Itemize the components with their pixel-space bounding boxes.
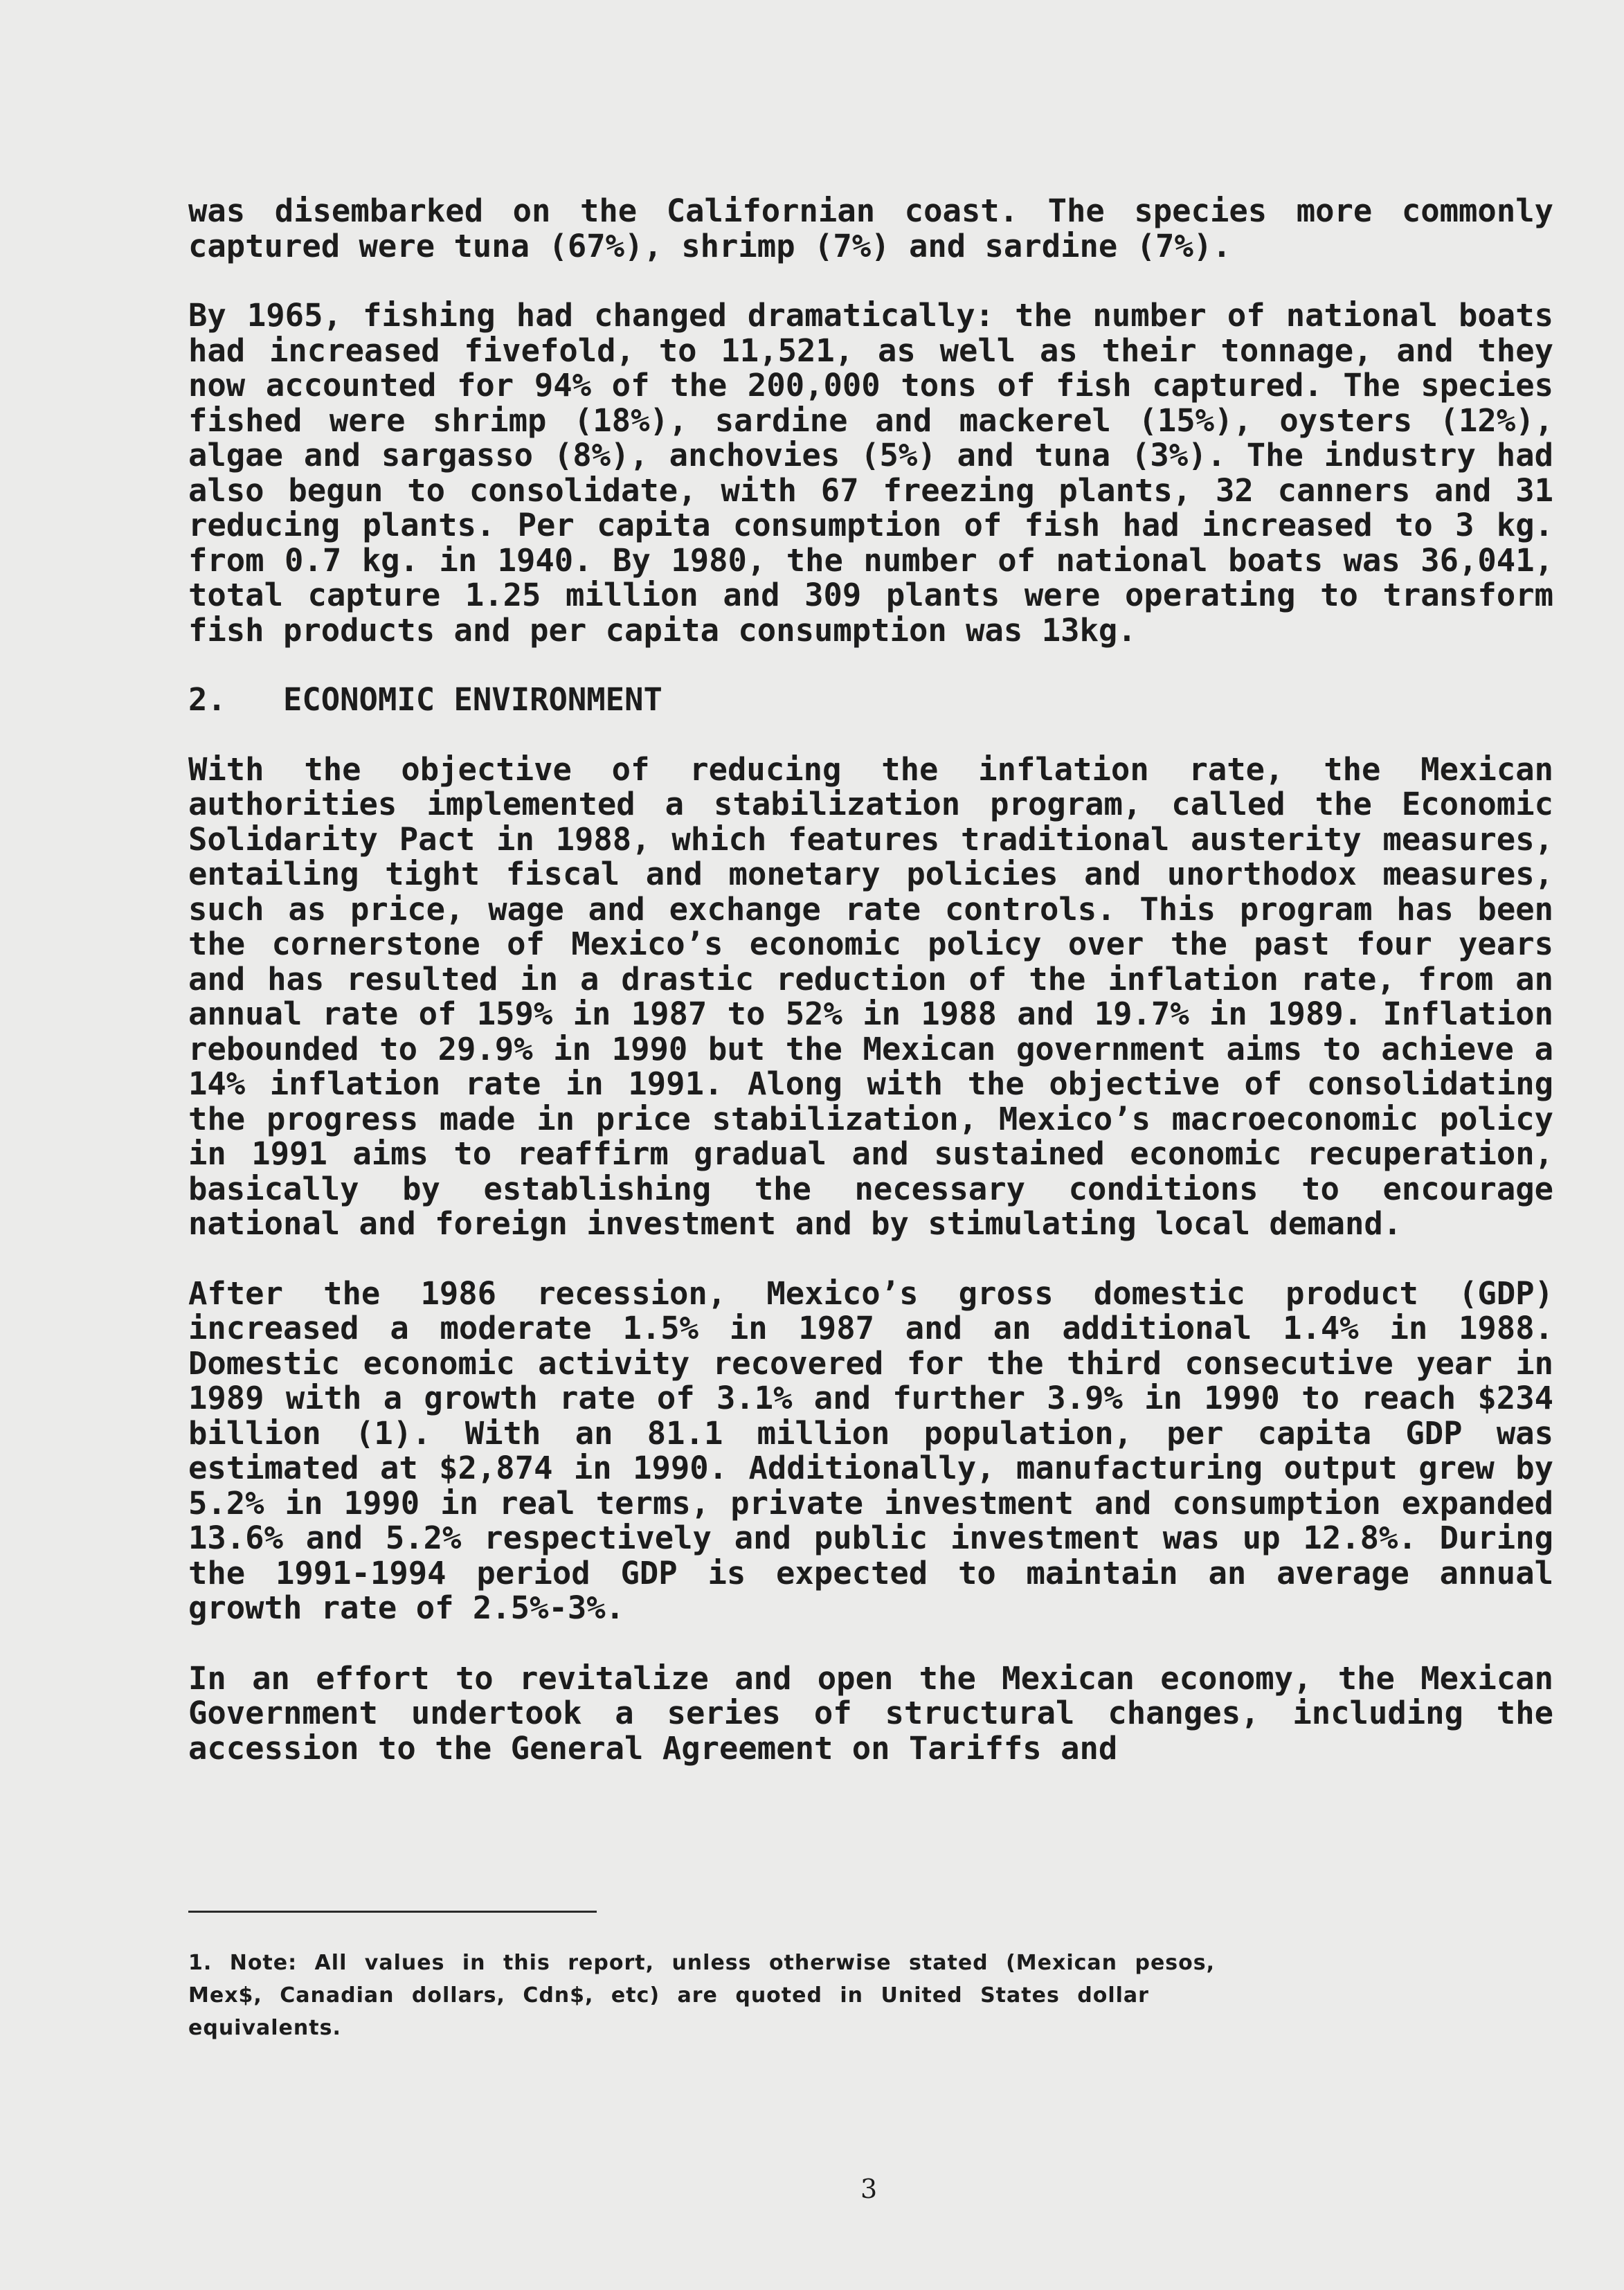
section-title: ECONOMIC ENVIRONMENT	[282, 681, 662, 718]
footnote-line-2: Mex$, Canadian dollars, Cdn$, etc) are quoted in United States dollar	[188, 1983, 1149, 2008]
footnote-divider	[188, 1911, 597, 1913]
footnote	[188, 1947, 1434, 2044]
paragraph-inflation: With the objective of reducing the inflation rate, the Mexican authorities implemented a stabilization program, called the Economic Solidarity Pact in 1988, which features traditional austerity measures, entailing tight fiscal and monetary policies and unorthodox measures, such as price, wage and exchange rate controls. This program has been the cornerstone of Mexico’s economic policy over the past four years and has resulted in a drastic reduction of the inflation rate, from an annual rate of 159% in 1987 to 52% in 1988 and 19.7% in 1989. Inflation rebounded to 29.9% in 1990 but the Mexican government aims to achieve a 14% inflation rate in 1991. Along with the objective of consolidating the progress made in price stabilization, Mexico’s macroeconomic policy in 1991 aims to reaffirm gradual and sustained economic recuperation, basically by establishing the necessary conditions to encourage national and foreign investment and by stimulating local demand.	[188, 750, 1553, 1242]
paragraph-californian-coast: was disembarked on the Californian coast. The species more commonly captured were tuna (67%), shrimp (7%) and sardine (7%).	[188, 192, 1553, 264]
paragraph-fishing-1965: By 1965, fishing had changed dramatically: the number of national boats had increased fivefold, to 11,521, as well as their tonnage, and they now accounted for 94% of the 200,000 tons of fish captured. The species fished were shrimp (18%), sardine and mackerel (15%), oysters (12%), algae and sargasso (8%), anchovies (5%) and tuna (3%). The industry had also begun to consolidate, with 67 freezing plants, 32 canners and 31 reducing plants. Per capita consumption of fish had increased to 3 kg. from 0.7 kg. in 1940. By 1980, the number of national boats was 36,041, total capture 1.25 million and 309 plants were operating to transform fish products and per capita consumption was 13kg.	[188, 297, 1553, 649]
page-number: 3	[860, 2174, 878, 2204]
footnote-line-1: 1. Note: All values in this report, unless otherwise stated (Mexican pesos,	[188, 1951, 1216, 1975]
footnote-line-3: equivalents.	[188, 2016, 341, 2040]
paragraph-structural-changes: In an effort to revitalize and open the Mexican economy, the Mexican Government undertook a series of structural changes, including the accession to the General Agreement on Tariffs and	[188, 1659, 1553, 1767]
main-text-column	[188, 194, 1553, 1766]
section-heading	[188, 683, 1553, 718]
paragraph-gdp: After the 1986 recession, Mexico’s gross domestic product (GDP) increased a moderate 1.5% in 1987 and an additional 1.4% in 1988. Domestic economic activity recovered for the third consecutive year in 1989 with a growth rate of 3.1% and further 3.9% in 1990 to reach $234 billion (1). With an 81.1 million population, per capita GDP was estimated at $2,874 in 1990. Additionally, manufacturing output grew by 5.2% in 1990 in real terms, private investment and consumption expanded 13.6% and 5.2% respectively and public investment was up 12.8%. During the 1991-1994 period GDP is expected to maintain an average annual growth rate of 2.5%-3%.	[188, 1274, 1553, 1626]
section-number: 2.	[188, 681, 226, 718]
